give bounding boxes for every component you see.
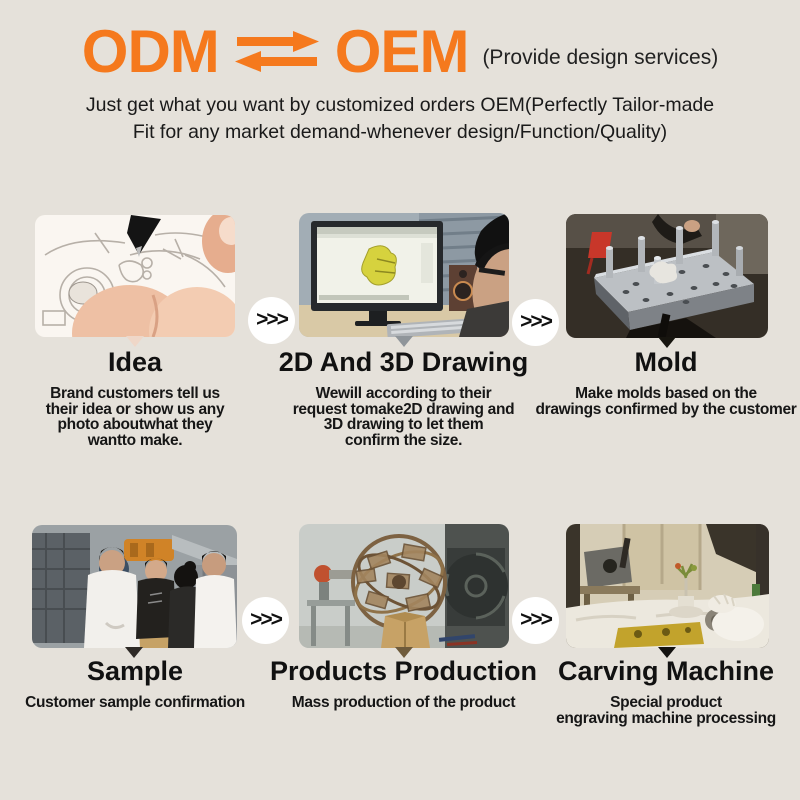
step-description [270,695,537,711]
step-figure-mold [566,214,768,338]
desc-line: Mass production of the product [291,694,516,711]
desc-line: Brand customers tell us [50,385,220,402]
subtitle-line-2: Fit for any market demand-whenever design/Function/Quality) [132,121,668,143]
factory-sample-photo [32,525,237,648]
two-way-arrows-icon [233,30,321,74]
production-workshop-photo [299,524,509,648]
step-title: Carving Machine [557,656,775,686]
step-caption-production [270,656,537,711]
design-services-note: (Provide design services) [482,46,719,69]
desc-line: Make molds based on the [575,385,757,402]
desc-line: request tomake2D drawing and [292,400,515,418]
desc-line: wantto make. [87,431,183,449]
figure-pointer [126,336,144,347]
step-description [10,386,260,448]
step-caption-sample [10,656,260,711]
step-caption-carving [532,656,800,726]
step-description [270,386,537,448]
desc-line: photo aboutwhat they [57,416,213,433]
desc-line: Special product [610,694,722,711]
subtitle [0,92,800,146]
flow-arrow-badge: >>> [512,299,559,346]
step-description [532,695,800,726]
desc-line: 3D drawing to let them [323,416,484,433]
subtitle-line-1: Just get what you want by customized orders OEM(Perfectly Tailor-made [85,94,715,116]
desc-line: confirm the size. [344,431,463,449]
mold-plate-photo [566,214,768,338]
step-figure-sample [32,525,237,648]
desc-line: their idea or show us any [45,400,225,418]
hand-sketch-photo [35,215,235,337]
step-figure-carving [566,524,769,648]
desc-line: Customer sample confirmation [25,694,245,711]
step-title: Sample [86,656,184,686]
step-description [532,386,800,417]
header [0,18,800,85]
odm-label: ODM [81,18,219,85]
cad-computer-photo [299,213,509,337]
step-title: Mold [634,347,698,377]
step-caption-drawing [270,347,537,448]
flow-arrow-badge: >>> [248,297,295,344]
flow-arrow-badge: >>> [242,597,289,644]
desc-line: drawings confirmed by the customer [535,400,797,418]
step-figure-production [299,524,509,648]
desc-line: Wewill according to their [315,385,492,402]
step-figure-idea [35,215,235,337]
step-caption-idea [10,347,260,448]
step-caption-mold [532,347,800,417]
carving-workshop-photo [566,524,769,648]
step-figure-drawing [299,213,509,337]
step-description [10,695,260,711]
step-title: Idea [107,347,163,377]
figure-pointer [395,336,413,347]
step-title: Products Production [270,656,538,686]
flow-arrow-badge: >>> [512,597,559,644]
oem-label: OEM [334,18,469,85]
desc-line: engraving machine processing [556,709,776,727]
step-title: 2D And 3D Drawing [278,347,529,377]
